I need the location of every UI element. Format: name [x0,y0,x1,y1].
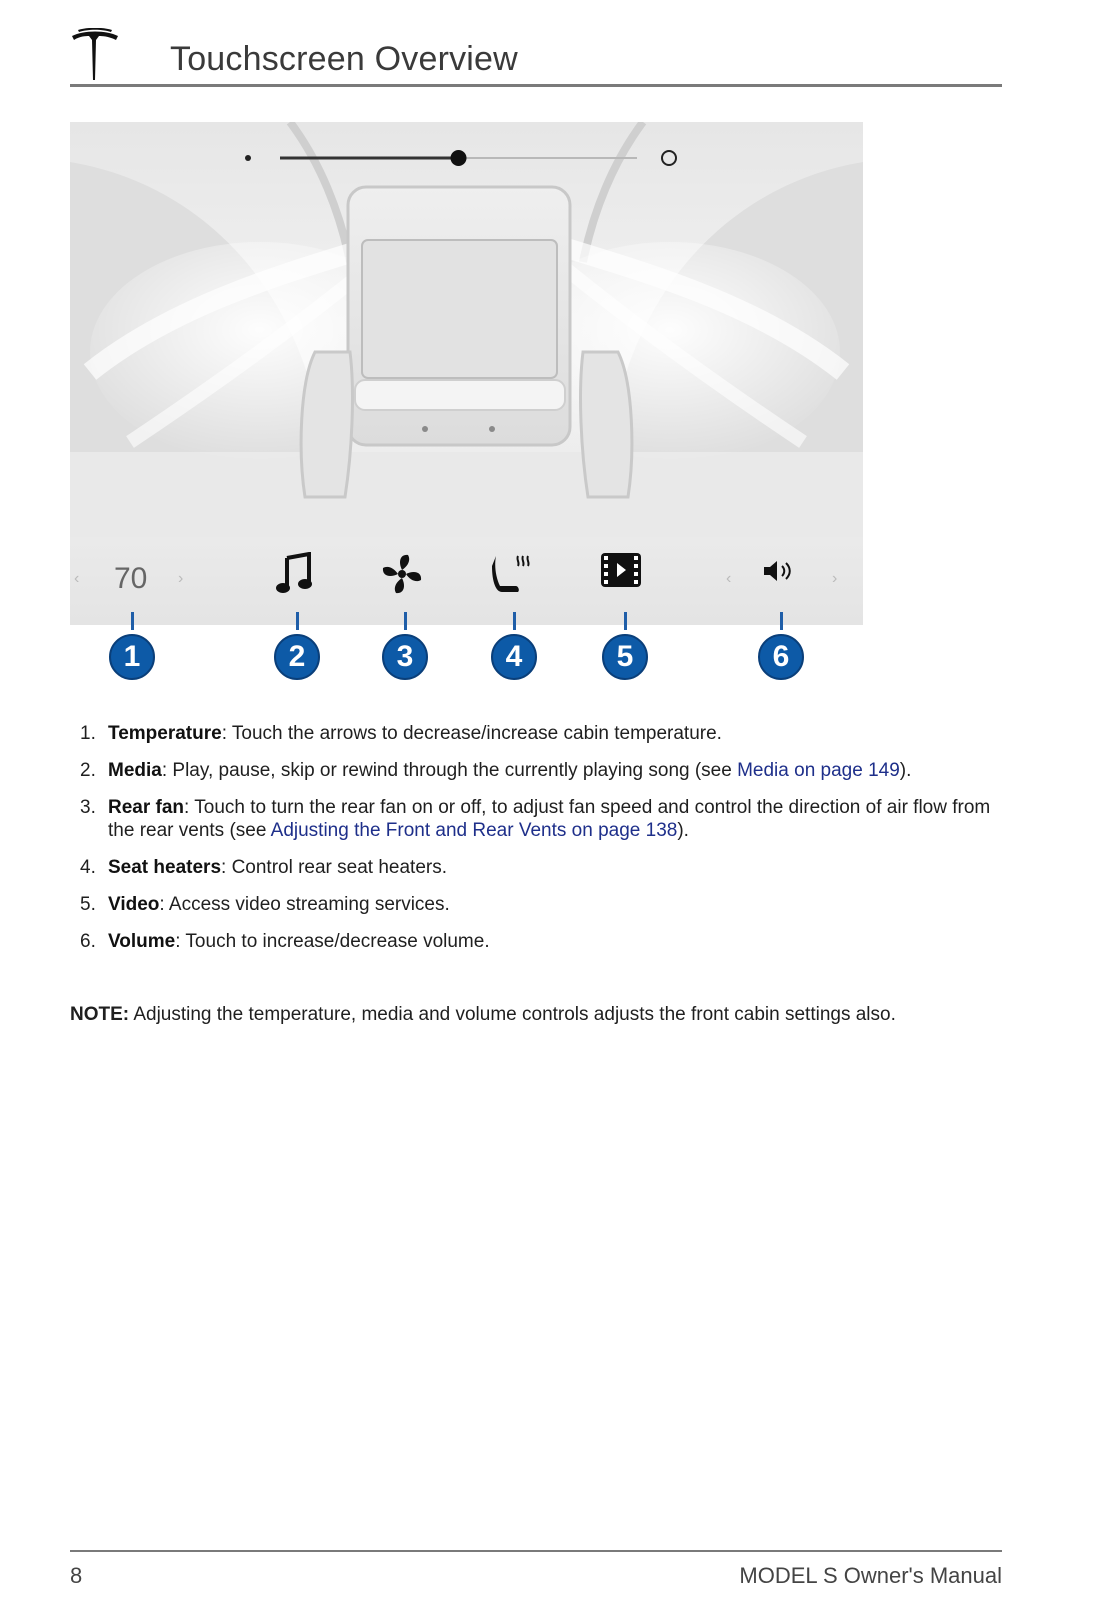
callout-badge: 4 [491,634,537,680]
callout-line [296,612,299,630]
tesla-logo-icon [70,28,120,82]
item-term: Volume [108,931,176,952]
temp-increase-arrow[interactable]: › [178,570,184,587]
item-number: 4. [80,857,96,878]
music-note-icon[interactable] [275,552,313,596]
list-item [80,796,1005,842]
callout-line [780,612,783,630]
item-description: : Touch the arrows to decrease/increase cabin temperature. [221,723,722,744]
item-term: Video [108,894,160,915]
callout-line [131,612,134,630]
callout-line [513,612,516,630]
callout-badge: 5 [602,634,648,680]
item-description: : Play, pause, skip or rewind through the currently playing song (see [161,760,738,781]
page-title: Touchscreen Overview [170,40,518,78]
volume-icon[interactable] [762,558,796,584]
callout-line [404,612,407,630]
footer-divider [70,1550,1002,1552]
page-number: 8 [70,1563,83,1588]
header-divider [70,84,1002,87]
item-number: 1. [80,723,96,744]
item-description: : Control rear seat heaters. [221,857,448,878]
callout-badge: 3 [382,634,428,680]
note-text: Adjusting the temperature, media and volume controls adjusts the front cabin settings also. [129,1004,896,1025]
volume-increase-arrow[interactable]: › [832,570,838,587]
media-page-link[interactable]: Media on page 149 [737,760,900,781]
figure-callouts [70,612,863,692]
seat-heater-icon[interactable] [490,552,534,598]
fan-speed-thumb[interactable] [451,150,467,166]
item-description: : Touch to increase/decrease volume. [175,931,490,952]
callout-badge: 1 [109,634,155,680]
rear-touchscreen-figure [70,122,863,625]
temperature-value[interactable]: 70 [114,562,148,595]
note-paragraph [70,1003,1005,1026]
callout-badge: 6 [758,634,804,680]
feature-list [80,722,1005,967]
volume-decrease-arrow[interactable]: ‹ [726,570,732,587]
item-term: Media [108,760,162,781]
callout-badge: 2 [274,634,320,680]
item-description-end: ). [677,820,689,841]
list-item [80,722,1005,745]
item-number: 2. [80,760,96,781]
list-item [80,930,1005,953]
item-number: 5. [80,894,96,915]
temp-decrease-arrow[interactable]: ‹ [74,570,80,587]
manual-title: MODEL S Owner's Manual [739,1563,1002,1588]
item-description-end: ). [899,760,912,781]
item-number: 6. [80,931,96,952]
vents-page-link[interactable]: Adjusting the Front and Rear Vents on page 138 [270,820,678,841]
list-item [80,856,1005,879]
item-description: : Touch to turn the rear fan on or off, to adjust fan speed and control the direction of air flow from the rear vents (see [108,797,991,841]
fan-icon[interactable] [380,552,424,596]
list-item [80,759,1005,782]
item-term: Temperature [108,723,222,744]
video-icon[interactable] [600,552,642,588]
item-number: 3. [80,797,96,818]
note-label: NOTE: [70,1004,130,1025]
callout-line [624,612,627,630]
item-term: Rear fan [108,797,185,818]
list-item [80,893,1005,916]
item-term: Seat heaters [108,857,222,878]
item-description: : Access video streaming services. [159,894,450,915]
